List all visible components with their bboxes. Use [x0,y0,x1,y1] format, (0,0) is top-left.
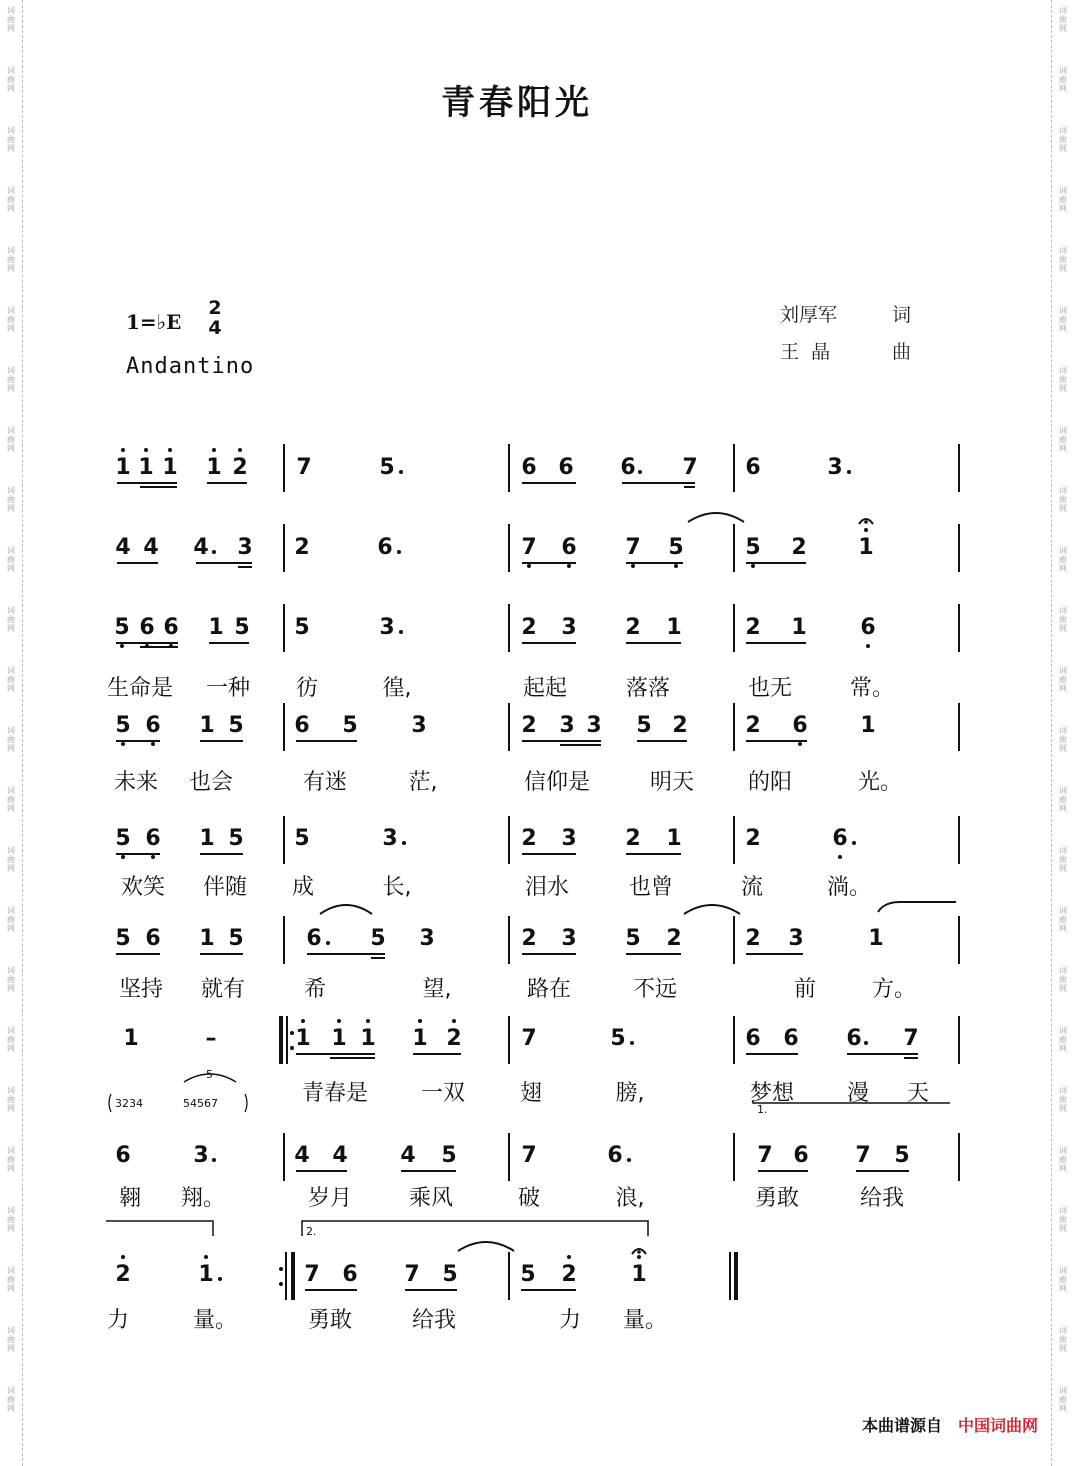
note: 2 [672,713,688,738]
song-title: 青春阳光 [441,83,593,123]
note: 1 [412,1026,428,1051]
note: 1 [295,1026,311,1051]
lyricist-role: 词 [892,304,912,326]
lyric-syllable: 不远 [632,977,678,1002]
lyric-syllable: 青春是 [301,1081,369,1106]
lyric-syllable: 落落 [625,676,671,701]
note: 1 [331,1026,347,1051]
note: 2 [446,1026,462,1051]
note: 3 [561,826,577,851]
note: 5 [379,455,395,480]
note: 7 [625,535,641,560]
watermark-text: 词曲网 [7,1386,15,1413]
lyricist-name: 刘厚军 [780,304,838,326]
lyric-syllable: 也曾 [628,875,674,900]
watermark-text: 词曲网 [1059,846,1067,873]
note: 1 [123,1026,139,1051]
note: 7 [903,1026,919,1051]
note: 6 [745,455,761,480]
note: 1 [208,615,224,640]
note: 6 [558,455,574,480]
slur [688,513,744,522]
lyric-syllable: 方。 [871,977,917,1002]
note: 3 [382,826,398,851]
watermark-text: 词曲网 [7,186,15,213]
grace-run-2: 54567 [183,1097,218,1110]
lyric-syllable: 泪水 [524,875,570,900]
note: 2 [745,826,761,851]
watermark-text: 词曲网 [7,126,15,153]
watermark-text: 词曲网 [1059,666,1067,693]
lyric-syllable: 长, [382,875,412,900]
note: 5 [115,926,131,951]
note: 3 [237,535,253,560]
note: 5 [894,1143,910,1168]
lyric-syllable: 成 [291,875,315,900]
note: 2 [521,926,537,951]
note: 4 [143,535,159,560]
lyric-syllable: 量。 [192,1308,238,1333]
note: 3 [586,713,602,738]
note: 6 [163,615,179,640]
meter-bottom: 4 [208,317,222,339]
lyric-syllable: 也会 [188,770,234,795]
note: 2 [745,615,761,640]
volta-bracket-1-end [106,1221,213,1236]
lyric-syllable: 一双 [420,1081,466,1106]
note: 3 [193,1143,209,1168]
dash: – [205,1026,217,1051]
note: 6 [561,535,577,560]
note: 5 [115,713,131,738]
watermark-text: 词曲网 [1059,126,1067,153]
footer-credit [862,1413,1038,1436]
note: 1 [199,826,215,851]
note: 5 [610,1026,626,1051]
key-signature: 1=♭E [126,310,182,334]
note: 6 [145,826,161,851]
footer-site-link[interactable]: 中国词曲网 [957,1416,1038,1435]
lyric-syllable: 前 [793,977,817,1002]
volta-label-2: 2. [306,1225,317,1238]
note: 6 [745,1026,761,1051]
note: 1 [860,713,876,738]
note: 5 [636,713,652,738]
note: 4 [115,535,131,560]
lyric-syllable: 漫 [846,1081,870,1106]
note: 6 [783,1026,799,1051]
watermark-text: 词曲网 [1059,246,1067,273]
note: 7 [521,1143,537,1168]
lyric-syllable: 生命是 [106,676,174,701]
watermark-text: 词曲网 [7,66,15,93]
tuplet-number: 5 [206,1068,213,1081]
run-paren-right [245,1094,247,1112]
note: 2 [232,455,248,480]
note: 5 [442,1262,458,1287]
note: 7 [682,455,698,480]
note: 4 [193,535,209,560]
lyric-syllable: 常。 [849,676,895,701]
lyric-syllable: 力 [558,1308,582,1333]
lyric-syllable: 未来 [113,770,159,795]
fermata-dot [637,1250,641,1254]
watermark-text: 词曲网 [7,906,15,933]
watermark-text: 词曲网 [1059,726,1067,753]
watermark-text: 词曲网 [7,426,15,453]
lyric-syllable: 明天 [649,770,695,795]
lyric-syllable: 浪, [615,1186,645,1211]
composer-name: 王 晶 [780,341,831,363]
lyric-syllable: 信仰是 [523,770,591,795]
note: 3 [559,713,575,738]
lyric-syllable: 光。 [857,770,903,795]
grace-run-1: 3234 [115,1097,143,1110]
watermark-text: 词曲网 [1059,1206,1067,1233]
lyric-syllable: 梦想 [749,1081,795,1106]
note: 7 [521,1026,537,1051]
watermark-text: 词曲网 [7,846,15,873]
note: 6 [846,1026,862,1051]
watermark-text: 词曲网 [1059,1326,1067,1353]
note: 3 [561,926,577,951]
lyric-syllable: 一种 [205,676,251,701]
lyric-syllable: 彷 [295,676,319,701]
note: 5 [745,535,761,560]
note: 2 [561,1262,577,1287]
volta-label-1: 1. [757,1103,768,1116]
note: 2 [791,535,807,560]
note: 4 [294,1143,310,1168]
note: 5 [294,826,310,851]
watermark-text: 词曲网 [1059,966,1067,993]
note: 2 [625,826,641,851]
watermark-text: 词曲网 [7,546,15,573]
note: 1 [666,615,682,640]
footer-source-label: 本曲谱源自 [861,1416,942,1435]
watermark-text: 词曲网 [7,726,15,753]
lyric-syllable: 给我 [411,1308,457,1333]
note: 6 [832,826,848,851]
lyric-syllable: 乘风 [408,1186,454,1211]
watermark-text: 词曲网 [1059,366,1067,393]
note: 2 [294,535,310,560]
watermark-text: 词曲网 [1059,6,1067,33]
lyric-syllable: 天 [906,1081,930,1106]
note: 4 [332,1143,348,1168]
lyric-syllable: 翔。 [180,1186,226,1211]
watermark-text: 词曲网 [1059,1026,1067,1053]
lyric-syllable: 量。 [622,1308,668,1333]
watermark-text: 词曲网 [1059,546,1067,573]
watermark-text: 词曲网 [7,1026,15,1053]
note: 5 [342,713,358,738]
volta-bracket-2 [302,1221,648,1236]
note: 1 [138,455,154,480]
note: 5 [625,926,641,951]
watermark-text: 词曲网 [7,1266,15,1293]
watermark-text: 词曲网 [1059,1386,1067,1413]
watermark-text: 词曲网 [1059,606,1067,633]
note: 5 [234,615,250,640]
note: 5 [668,535,684,560]
note: 2 [666,926,682,951]
note: 5 [228,826,244,851]
note: 6 [860,615,876,640]
note: 6 [793,1143,809,1168]
watermark-text: 词曲网 [1059,306,1067,333]
watermark-text: 词曲网 [7,606,15,633]
lyric-syllable: 欢笑 [120,875,166,900]
watermark-text: 词曲网 [1059,1146,1067,1173]
lyric-syllable: 的阳 [747,770,793,795]
lyric-syllable: 岁月 [307,1186,353,1211]
note: 5 [441,1143,457,1168]
note: 2 [521,826,537,851]
lyric-syllable: 流 [740,875,764,900]
watermark-text: 词曲网 [1059,66,1067,93]
note: 1 [199,926,215,951]
note: 5 [370,926,386,951]
lyric-syllable: 勇敢 [754,1186,800,1211]
note: 2 [521,615,537,640]
note: 6 [377,535,393,560]
note: 7 [296,455,312,480]
run-paren-left [109,1094,111,1112]
note: 1 [206,455,222,480]
note: 3 [411,713,427,738]
note: 5 [115,826,131,851]
note: 3 [379,615,395,640]
note: 2 [745,713,761,738]
note: 3 [561,615,577,640]
lyric-syllable: 就有 [200,977,246,1002]
note: 1 [791,615,807,640]
lyric-syllable: 茫, [408,770,438,795]
watermark-text: 词曲网 [7,786,15,813]
lyric-syllable: 勇敢 [307,1308,353,1333]
note: 5 [114,615,130,640]
note: 6 [792,713,808,738]
watermark-text: 词曲网 [1059,786,1067,813]
lyric-syllable: 淌。 [826,875,872,900]
note: 2 [115,1262,131,1287]
watermark-text: 词曲网 [1059,1266,1067,1293]
slur [684,905,740,914]
watermark-text: 词曲网 [1059,1086,1067,1113]
note: 5 [520,1262,536,1287]
note: 3 [788,926,804,951]
watermark-text: 词曲网 [7,6,15,33]
meter-top: 2 [208,297,222,319]
watermark-text: 词曲网 [1059,906,1067,933]
watermark-text: 词曲网 [7,1086,15,1113]
note: 6 [620,455,636,480]
slur [458,1242,514,1251]
lyric-syllable: 路在 [526,977,572,1002]
note: 7 [855,1143,871,1168]
note: 2 [625,615,641,640]
note: 7 [521,535,537,560]
note: 3 [419,926,435,951]
lyric-syllable: 也无 [747,676,793,701]
lyric-syllable: 破 [517,1186,541,1211]
note: 6 [115,1143,131,1168]
watermark-text: 词曲网 [7,1146,15,1173]
note: 6 [145,713,161,738]
slur [320,905,372,914]
note: 4 [400,1143,416,1168]
note: 2 [521,713,537,738]
lyric-syllable: 徨, [382,676,412,701]
note: 3 [827,455,843,480]
note: 5 [228,713,244,738]
fermata-dot [864,520,868,524]
watermark-text: 词曲网 [7,1206,15,1233]
watermark-text: 词曲网 [1059,426,1067,453]
note: 6 [342,1262,358,1287]
lyric-syllable: 翱 [118,1186,142,1211]
note: 1 [162,455,178,480]
note: 1 [666,826,682,851]
watermark-text: 词曲网 [7,306,15,333]
note: 1 [868,926,884,951]
note: 1 [858,535,874,560]
lyric-syllable: 伴随 [202,875,248,900]
note: 6 [521,455,537,480]
watermark-text: 词曲网 [7,966,15,993]
note: 6 [607,1143,623,1168]
lyric-syllable: 给我 [859,1186,905,1211]
lyric-syllable: 膀, [615,1081,645,1106]
note: 1 [198,1262,214,1287]
tempo-marking: Andantino [126,354,255,379]
composer-role: 曲 [892,341,912,363]
note: 5 [294,615,310,640]
watermark-text: 词曲网 [7,486,15,513]
note: 7 [757,1143,773,1168]
lyric-syllable: 有迷 [302,770,348,795]
lyric-syllable: 希 [303,977,327,1002]
watermark-text: 词曲网 [1059,186,1067,213]
note: 7 [304,1262,320,1287]
slur [878,902,956,912]
note: 1 [115,455,131,480]
watermark-text: 词曲网 [7,246,15,273]
note: 6 [145,926,161,951]
note: 1 [360,1026,376,1051]
note: 6 [139,615,155,640]
note: 6 [294,713,310,738]
note: 1 [631,1262,647,1287]
volta-bracket-1 [753,1100,950,1103]
watermark-text: 词曲网 [7,666,15,693]
lyric-syllable: 望, [422,977,452,1002]
lyric-syllable: 翅 [519,1081,543,1106]
note: 1 [199,713,215,738]
note: 7 [404,1262,420,1287]
lyric-syllable: 起起 [522,676,568,701]
watermark-text: 词曲网 [7,366,15,393]
watermark-text: 词曲网 [1059,486,1067,513]
note: 5 [228,926,244,951]
note: 6 [306,926,322,951]
note: 2 [745,926,761,951]
lyric-syllable: 坚持 [118,977,164,1002]
watermark-text: 词曲网 [7,1326,15,1353]
lyric-syllable: 力 [106,1308,130,1333]
